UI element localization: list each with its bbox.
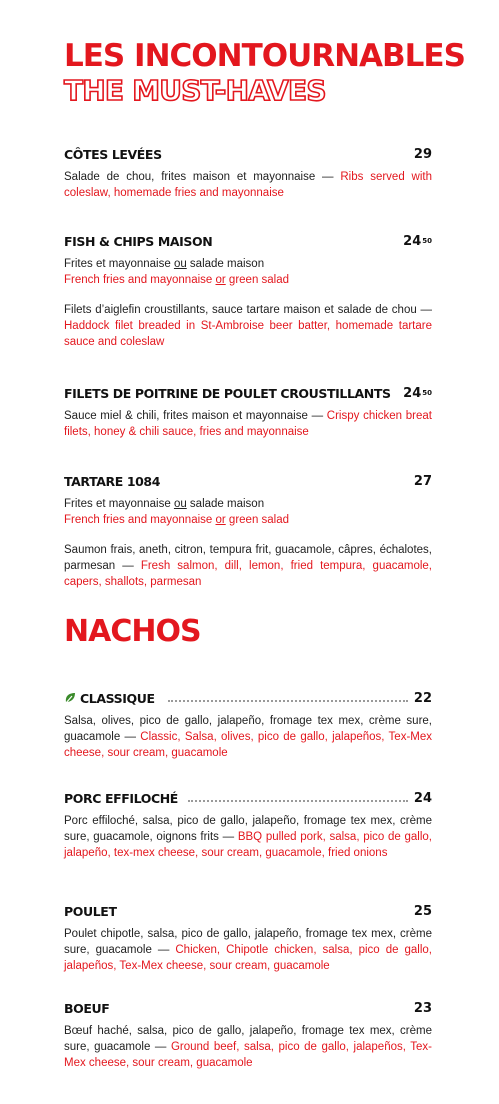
nachos-section-title: NACHOS xyxy=(64,614,201,649)
item-description: Filets d’aiglefin croustillants, sauce tartare maison et salade de chou — Haddock filet breaded in St-Ambroise beer batter, homemade tartare sauce and coleslaw xyxy=(64,304,432,348)
menu-item-fish-chips xyxy=(64,234,432,350)
item-name: FISH & CHIPS MAISON xyxy=(64,234,213,249)
menu-item-poulet xyxy=(64,904,432,974)
dot-leader xyxy=(188,800,408,802)
item-price: $24^{50}$ xyxy=(403,234,432,249)
item-price: 24 xyxy=(413,791,432,806)
leaf-icon xyxy=(64,692,76,704)
item-description: Porc effiloché, salsa, pico de gallo, jalapeño, fromage tex mex, crème sure, guacamole, oignons frits — BBQ pulled pork, salsa, pico de gallo, jalapeño, tex-mex cheese, sour cream, guacamole, fried onions xyxy=(64,815,432,859)
item-price: $24^{50}$ xyxy=(403,386,432,401)
item-price: 22 xyxy=(413,691,432,706)
section-title-en: THE MUST-HAVES xyxy=(64,74,326,107)
item-side-options: Frites et mayonnaise ou salade maison French fries and mayonnaise or green salad xyxy=(64,498,290,526)
dot-leader xyxy=(168,700,408,702)
item-name: PORC EFFILOCHÉ xyxy=(64,791,178,806)
item-name: CÔTES LEVÉES xyxy=(64,147,162,162)
item-name: BOEUF xyxy=(64,1001,110,1016)
item-description: Sauce miel & chili, frites maison et mayonnaise — Crispy chicken breat filets, honey & chili sauce, fries and mayonnaise xyxy=(64,410,432,438)
item-price: 25 xyxy=(413,904,432,919)
item-name: CLASSIQUE xyxy=(64,691,155,707)
item-description: Bœuf haché, salsa, pico de gallo, jalapeño, fromage tex mex, crème sure, guacamole — Ground beef, salsa, pico de gallo, jalapeños, Tex-Mex cheese, sour cream, guacamole xyxy=(64,1025,432,1069)
item-side-options: Frites et mayonnaise ou salade maison French fries and mayonnaise or green salad xyxy=(64,258,290,286)
menu-item-tartare xyxy=(64,474,432,590)
item-description: Saumon frais, aneth, citron, tempura frit, guacamole, câpres, échalotes, parmesan — Fresh salmon, dill, lemon, fried tempura, guacamole, capers, shallots, parmesan xyxy=(64,544,432,588)
item-price: 27 xyxy=(413,474,432,489)
item-description: Poulet chipotle, salsa, pico de gallo, jalapeño, fromage tex mex, crème sure, guacamole — Chicken, Chipotle chicken, salsa, pico de gallo, jalapeños, Tex-Mex cheese, sour cream, guacamole xyxy=(64,928,432,972)
item-name: POULET xyxy=(64,904,117,919)
menu-item-porc-effiloche xyxy=(64,791,432,861)
menu-item-filets-poulet xyxy=(64,386,432,440)
item-price: 29 xyxy=(413,147,432,162)
menu-item-classique xyxy=(64,691,432,761)
menu-item-boeuf xyxy=(64,1001,432,1071)
item-name: TARTARE 1084 xyxy=(64,474,161,489)
menu-item-cotes-levees xyxy=(64,147,432,201)
item-price: 23 xyxy=(413,1001,432,1016)
item-name: FILETS DE POITRINE DE POULET CROUSTILLANTS xyxy=(64,386,391,401)
section-title-fr: LES INCONTOURNABLES xyxy=(64,38,465,74)
item-description: Salade de chou, frites maison et mayonnaise — Ribs served with coleslaw, homemade fries and mayonnaise xyxy=(64,171,432,199)
item-description: Salsa, olives, pico de gallo, jalapeño, fromage tex mex, crème sure, guacamole — Classic, Salsa, olives, pico de gallo, jalapeños, Tex-Mex cheese, sour cream, guacamole xyxy=(64,715,433,759)
